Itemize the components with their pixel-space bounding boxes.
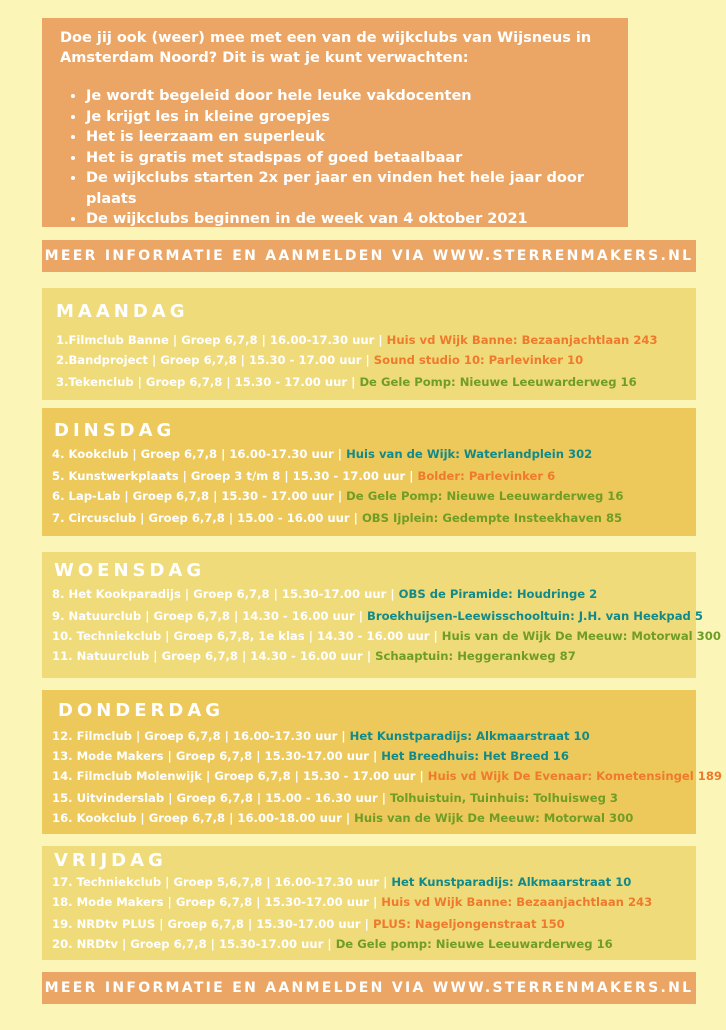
club-row	[52, 788, 692, 808]
club-row	[52, 726, 692, 746]
club-row	[52, 584, 692, 604]
intro-text: Doe jij ook (weer) mee met een van de wijkclubs van Wijsneus in Amsterdam Noord? Dit is wat je kunt verwachten:	[60, 30, 592, 66]
club-row	[52, 914, 692, 934]
club-row	[56, 330, 692, 350]
day-title: MAANDAG	[56, 301, 189, 322]
club-row	[56, 372, 692, 392]
club-info: 9. Natuurclub | Groep 6,7,8 | 14.30 - 16.00 uur |	[52, 609, 368, 623]
club-location: Huis van de Wijk De Meeuw: Motorwal 300	[441, 629, 721, 643]
club-info: 3.Tekenclub | Groep 6,7,8 | 15.30 - 17.00 uur |	[56, 375, 360, 389]
day-panel-vrijdag	[42, 846, 696, 960]
club-info: 7. Circusclub | Groep 6,7,8 | 15.00 - 16.00 uur |	[52, 511, 362, 525]
club-info: 5. Kunstwerkplaats | Groep 3 t/m 8 | 15.30 - 17.00 uur |	[52, 469, 418, 483]
club-row	[52, 808, 692, 828]
club-row	[52, 872, 692, 892]
club-location: OBS de Piramide: Houdringe 2	[398, 587, 598, 601]
club-row	[52, 626, 721, 646]
club-location: Tolhuistuin, Tuinhuis: Tolhuisweg 3	[390, 791, 618, 805]
club-info: 10. Techniekclub | Groep 6,7,8, 1e klas | 14.30 - 16.00 uur |	[52, 629, 442, 643]
intro-bullet: • Het is gratis met stadspas of goed betaalbaar	[86, 148, 614, 169]
club-location: Het Kunstparadijs: Alkmaarstraat 10	[391, 875, 632, 889]
club-row	[52, 646, 692, 666]
intro-bullet: • De wijkclubs beginnen in de week van 4 oktober 2021	[86, 209, 614, 230]
club-row	[52, 934, 692, 954]
club-row	[52, 466, 692, 486]
club-location: Huis van de Wijk: Waterlandplein 302	[346, 447, 593, 461]
day-title: WOENSDAG	[54, 560, 206, 581]
club-row	[52, 766, 722, 786]
day-panel-woensdag	[42, 552, 721, 678]
club-info: 6. Lap-Lab | Groep 6,7,8 | 15.30 - 17.00 uur |	[52, 489, 347, 503]
day-panel-maandag	[42, 288, 696, 400]
club-info: 8. Het Kookparadijs | Groep 6,7,8 | 15.30-17.00 uur |	[52, 587, 399, 601]
day-title: VRIJDAG	[54, 850, 167, 871]
intro-bullet: • Je wordt begeleid door hele leuke vakdocenten	[86, 86, 614, 107]
club-location: Schaaptuin: Heggerankweg 87	[375, 649, 576, 663]
club-info: 1.Filmclub Banne | Groep 6,7,8 | 16.00-17.30 uur |	[56, 333, 387, 347]
club-info: 12. Filmclub | Groep 6,7,8 | 16.00-17.30 uur |	[52, 729, 350, 743]
club-info: 18. Mode Makers | Groep 6,7,8 | 15.30-17.00 uur |	[52, 895, 382, 909]
club-row	[52, 746, 692, 766]
intro-bullet-list	[60, 86, 614, 230]
club-row	[52, 444, 692, 464]
club-location: Het Breedhuis: Het Breed 16	[381, 749, 569, 763]
club-location: De Gele Pomp: Nieuwe Leeuwarderweg 16	[346, 489, 624, 503]
club-location: Bolder: Parlevinker 6	[417, 469, 556, 483]
club-info: 4. Kookclub | Groep 6,7,8 | 16.00-17.30 uur |	[52, 447, 347, 461]
intro-bullet: • Je krijgt les in kleine groepjes	[86, 107, 614, 128]
day-title: DINSDAG	[54, 420, 176, 441]
club-info: 19. NRDtv PLUS | Groep 6,7,8 | 15.30-17.00 uur |	[52, 917, 373, 931]
club-location: Huis vd Wijk Banne: Bezaanjachtlaan 243	[386, 333, 658, 347]
club-row	[52, 486, 692, 506]
club-info: 14. Filmclub Molenwijk | Groep 6,7,8 | 15.30 - 17.00 uur |	[52, 769, 428, 783]
intro-bullet: • Het is leerzaam en superleuk	[86, 127, 614, 148]
club-location: Huis vd Wijk De Evenaar: Kometensingel 189	[427, 769, 722, 783]
club-info: 15. Uitvinderslab | Groep 6,7,8 | 15.00 - 16.30 uur |	[52, 791, 390, 805]
club-location: De Gele pomp: Nieuwe Leeuwarderweg 16	[335, 937, 613, 951]
club-location: Huis vd Wijk Banne: Bezaanjachtlaan 243	[381, 895, 653, 909]
club-location: Huis van de Wijk De Meeuw: Motorwal 300	[354, 811, 634, 825]
club-info: 11. Natuurclub | Groep 6,7,8 | 14.30 - 16.00 uur |	[52, 649, 376, 663]
info-banner-bottom[interactable]: MEER INFORMATIE EN AANMELDEN VIA WWW.STERRENMAKERS.NL	[42, 972, 696, 1004]
club-info: 17. Techniekclub | Groep 5,6,7,8 | 16.00-17.30 uur |	[52, 875, 392, 889]
club-info: 2.Bandproject | Groep 6,7,8 | 15.30 - 17.00 uur |	[56, 353, 374, 367]
club-info: 13. Mode Makers | Groep 6,7,8 | 15.30-17.00 uur |	[52, 749, 382, 763]
day-title: DONDERDAG	[58, 700, 225, 721]
club-row	[56, 350, 692, 370]
club-location: Broekhuijsen-Leewisschooltuin: J.H. van Heekpad 5	[367, 609, 703, 623]
club-info: 16. Kookclub | Groep 6,7,8 | 16.00-18.00 uur |	[52, 811, 355, 825]
info-banner-top[interactable]: MEER INFORMATIE EN AANMELDEN VIA WWW.STERRENMAKERS.NL	[42, 240, 696, 272]
club-row	[52, 606, 703, 626]
intro-bullet: • De wijkclubs starten 2x per jaar en vinden het hele jaar door plaats	[86, 168, 614, 209]
club-row	[52, 508, 692, 528]
club-location: Sound studio 10: Parlevinker 10	[373, 353, 584, 367]
club-location: De Gele Pomp: Nieuwe Leeuwarderweg 16	[359, 375, 637, 389]
intro-box	[42, 18, 628, 227]
club-location: PLUS: Nageljongenstraat 150	[372, 917, 565, 931]
day-panel-dinsdag	[42, 408, 696, 536]
club-location: OBS Ijplein: Gedempte Insteekhaven 85	[361, 511, 623, 525]
club-info: 20. NRDtv | Groep 6,7,8 | 15.30-17.00 uur |	[52, 937, 336, 951]
club-row	[52, 892, 692, 912]
club-location: Het Kunstparadijs: Alkmaarstraat 10	[349, 729, 590, 743]
day-panel-donderdag	[42, 690, 722, 834]
